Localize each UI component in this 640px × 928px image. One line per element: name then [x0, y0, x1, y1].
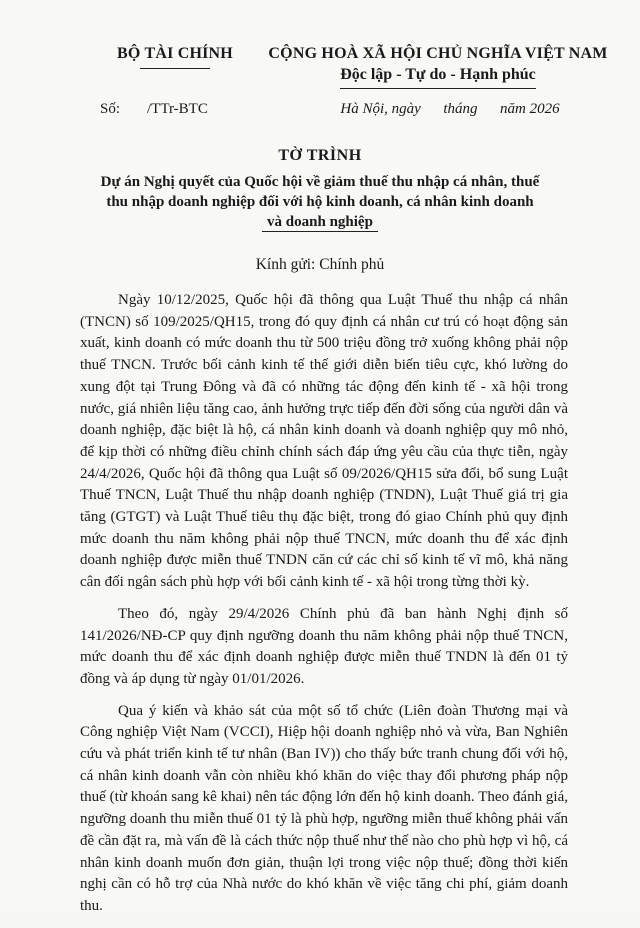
- ministry-name: BỘ TÀI CHÍNH: [117, 45, 233, 62]
- body-paragraph-2: Theo đó, ngày 29/4/2026 Chính phủ đã ban hành Nghị định số 141/2026/NĐ-CP quy định ngưỡng doanh thu năm không phải nộp thuế TNCN, mức doanh thu để xác định doanh nghiệp được miễn thuế TNDN là đến 01 tỷ đồng và áp dụng từ ngày 01/01/2026.: [80, 605, 568, 687]
- ministry-underline: [140, 68, 210, 69]
- body-paragraph-1: Ngày 10/12/2025, Quốc hội đã thông qua Luật Thuế thu nhập cá nhân (TNCN) số 109/2025/QH15, trong đó quy định cá nhân cư trú có hoạt động sản xuất, kinh doanh có mức doanh thu từ 500 triệu đồng trở xuống không phải nộp thuế TNCN. Trước bối cảnh kinh tế thế giới diễn biến tiêu cực, khó lường do xung đột tại Trung Đông và đã có những tác động đến kinh tế - xã hội trong nước, giá nhiên liệu tăng cao, ảnh hưởng trực tiếp đến đời sống của người dân và doanh nghiệp, đặc biệt là hộ, cá nhân kinh doanh và doanh nghiệp quy mô nhỏ, để kịp thời có những điều chỉnh chính sách đáp ứng yêu cầu của thực tiễn, ngày 24/4/2026, Quốc hội đã thông qua Luật số 09/2026/QH15 sửa đổi, bổ sung Luật Thuế TNCN, Luật Thuế thu nhập doanh nghiệp (TNDN), Luật Thuế giá trị gia tăng (GTGT) và Luật Thuế tiêu thụ đặc biệt, trong đó giao Chính phủ quy định mức doanh thu năm không phải nộp thuế TNCN, mức doanh thu để xác định doanh nghiệp được miễn thuế TNDN căn cứ các chỉ số kinh tế vĩ mô, khả năng cân đối ngân sách phù hợp với bối cảnh kinh tế - xã hội trong từng thời kỳ.: [80, 292, 568, 591]
- place-date-line: Hà Nội, ngày tháng năm 2026: [340, 101, 560, 117]
- document-number: [100, 99, 208, 119]
- document-number-label: Số:: [100, 101, 121, 117]
- document-subject: Dự án Nghị quyết của Quốc hội về giảm thuế thu nhập cá nhân, thuế thu nhập doanh nghiệp đối với hộ kinh doanh, cá nhân kinh doanh và doanh nghiệp: [100, 174, 540, 230]
- national-title: CỘNG HOÀ XÃ HỘI CHỦ NGHĨA VIỆT NAM: [268, 45, 608, 62]
- document-body: [80, 290, 568, 928]
- body-paragraph-3: Qua ý kiến và khảo sát của một số tổ chức (Liên đoàn Thương mại và Công nghiệp Việt Nam (VCCI), Hiệp hội doanh nghiệp nhỏ và vừa, Ban Nghiên cứu và phát triển kinh tế tư nhân (Ban IV)) cho thấy bức tranh chung đối với hộ, cá nhân kinh doanh vẫn còn nhiều khó khăn do việc thay đổi phương pháp nộp thuế (từ khoán sang kê khai) nên tác động lớn đến hộ kinh doanh. Theo đánh giá, ngưỡng doanh thu miễn thuế 01 tỷ là phù hợp, ngưỡng miễn thuế không phải vấn đề cần đặt ra, mà vấn đề là cách thức nộp thuế như thế nào cho phù hợp vì hộ, cá nhân kinh doanh muốn đơn giản, thuận lợi trong việc nộp thuế; đồng thời kiến nghị cần có hỗ trợ của Nhà nước do khó khăn về việc tăng chi phí, giảm doanh thu.: [80, 702, 568, 914]
- national-header-block: [268, 44, 608, 89]
- salutation: Kính gửi: Chính phủ: [255, 256, 385, 273]
- issuing-agency-block: [82, 44, 268, 69]
- subject-underline: [262, 231, 378, 232]
- motto-underline: [340, 88, 536, 89]
- national-motto: Độc lập - Tự do - Hạnh phúc: [340, 66, 536, 83]
- document-type-title: TỜ TRÌNH: [278, 147, 362, 164]
- document-number-code: /TTr-BTC: [147, 101, 208, 117]
